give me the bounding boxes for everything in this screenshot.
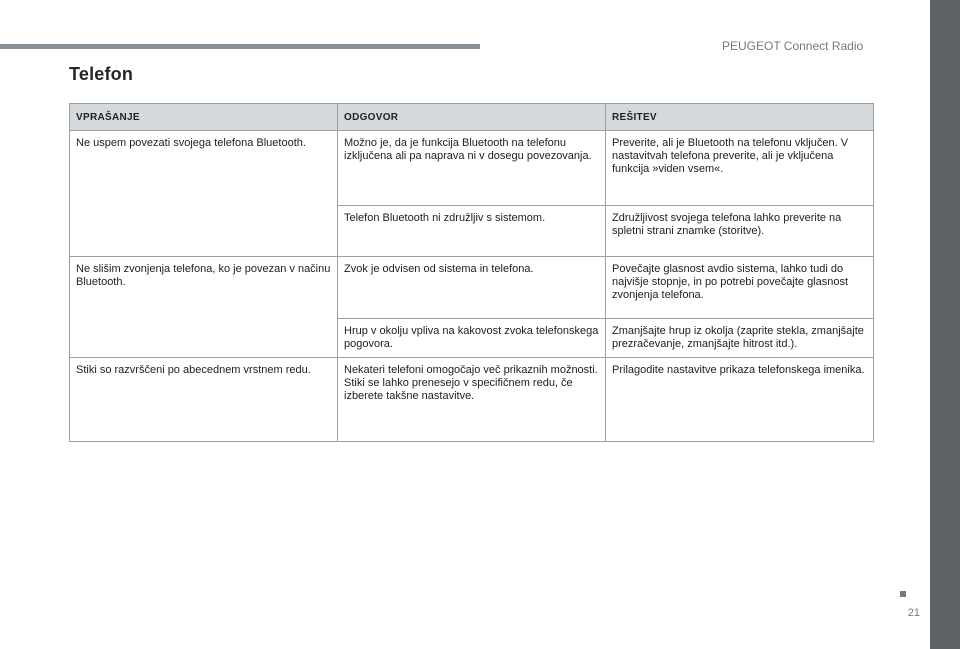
question-cell: Stiki so razvrščeni po abecednem vrstnem redu.	[70, 358, 338, 442]
troubleshooting-table	[69, 103, 874, 442]
column-header-question: VPRAŠANJE	[70, 104, 338, 131]
side-bar	[930, 0, 960, 649]
end-square-icon	[900, 591, 906, 597]
column-header-solution: REŠITEV	[606, 104, 874, 131]
question-cell: Ne uspem povezati svojega telefona Bluetooth.	[70, 131, 338, 257]
column-header-answer: ODGOVOR	[338, 104, 606, 131]
header-rule	[0, 44, 480, 49]
answer-cell: Zvok je odvisen od sistema in telefona.	[338, 257, 606, 319]
answer-cell: Nekateri telefoni omogočajo več prikaznih možnosti. Stiki se lahko prenesejo v specifičnem redu, če izberete takšne nastavitve.	[338, 358, 606, 442]
table-row	[70, 257, 874, 319]
solution-cell: Združljivost svojega telefona lahko preverite na spletni strani znamke (storitve).	[606, 206, 874, 257]
table-header-row	[70, 104, 874, 131]
answer-cell: Možno je, da je funkcija Bluetooth na telefonu izključena ali pa naprava ni v dosegu povezovanja.	[338, 131, 606, 206]
header-brand: PEUGEOT Connect Radio	[722, 39, 864, 53]
table-row	[70, 358, 874, 442]
page-number: 21	[907, 607, 920, 619]
answer-cell: Hrup v okolju vpliva na kakovost zvoka telefonskega pogovora.	[338, 319, 606, 358]
table-row	[70, 131, 874, 206]
solution-cell: Povečajte glasnost avdio sistema, lahko tudi do najvišje stopnje, in po potrebi povečajte glasnost zvonjenja telefona.	[606, 257, 874, 319]
solution-cell: Prilagodite nastavitve prikaza telefonskega imenika.	[606, 358, 874, 442]
answer-cell: Telefon Bluetooth ni združljiv s sistemom.	[338, 206, 606, 257]
page-title: Telefon	[69, 64, 134, 84]
solution-cell: Preverite, ali je Bluetooth na telefonu vključen. V nastavitvah telefona preverite, ali je vključena funkcija »viden vsem«.	[606, 131, 874, 206]
question-cell: Ne slišim zvonjenja telefona, ko je povezan v načinu Bluetooth.	[70, 257, 338, 358]
solution-cell: Zmanjšajte hrup iz okolja (zaprite stekla, zmanjšajte prezračevanje, zmanjšajte hitrost itd.).	[606, 319, 874, 358]
